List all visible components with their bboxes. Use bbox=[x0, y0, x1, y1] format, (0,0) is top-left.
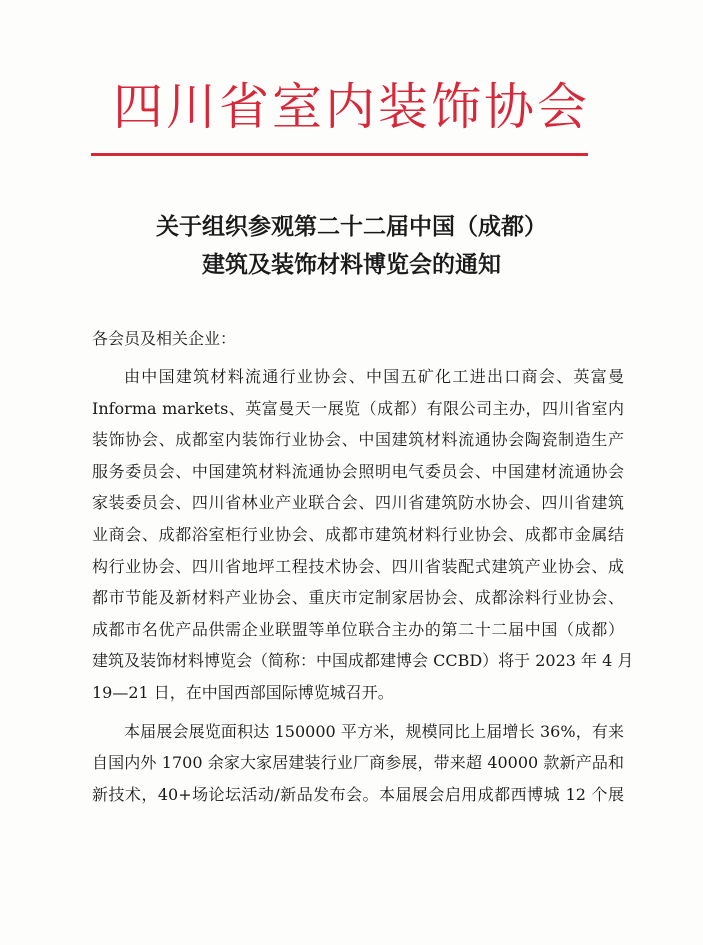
paragraph-1-line: 家装委员会、四川省林业产业联合会、四川省建筑防水协会、四川省建筑 bbox=[92, 493, 624, 513]
paragraph-1-line: 19—21 日，在中国西部国际博览城召开。 bbox=[92, 682, 394, 702]
letterhead-red-rule bbox=[91, 153, 588, 156]
document-title bbox=[0, 208, 703, 284]
paragraph-1-line: 服务委员会、中国建筑材料流通协会照明电气委员会、中国建材流通协会 bbox=[92, 461, 624, 481]
organization-letterhead: 四川省室内装饰协会 bbox=[113, 78, 590, 136]
paragraph-2-line: 新技术，40+场论坛活动/新品发布会。本届展会启用成都西博城 12 个展 bbox=[92, 784, 624, 804]
paragraph-2-line: 自国内外 1700 余家大家居建装行业厂商参展，带来超 40000 款新产品和 bbox=[92, 753, 624, 773]
paragraph-2-line: 本届展会展览面积达 150000 平方米，规模同比上届增长 36%，有来 bbox=[124, 721, 624, 741]
paragraph-1-line: 建筑及装饰材料博览会（简称：中国成都建博会 CCBD）将于 2023 年 4 月 bbox=[92, 651, 634, 671]
salutation: 各会员及相关企业： bbox=[92, 329, 237, 348]
paragraph-1-line: 业商会、成都浴室柜行业协会、成都市建筑材料行业协会、成都市金属结 bbox=[92, 524, 624, 544]
paragraph-1-line: Informa markets、英富曼天一展览（成都）有限公司主办，四川省室内 bbox=[92, 398, 624, 418]
paragraph-1-line: 由中国建筑材料流通行业协会、中国五矿化工进出口商会、英富曼 bbox=[124, 367, 624, 386]
paragraph-1-line: 构行业协会、四川省地坪工程技术协会、四川省装配式建筑产业协会、成 bbox=[92, 556, 624, 576]
paragraph-1-line: 装饰协会、成都室内装饰行业协会、中国建筑材料流通协会陶瓷制造生产 bbox=[92, 430, 624, 450]
title-line-2: 建筑及装饰材料博览会的通知 bbox=[202, 252, 501, 278]
title-line-1: 关于组织参观第二十二届中国（成都） bbox=[156, 214, 547, 240]
document-body bbox=[92, 361, 634, 810]
paragraph-1-line: 成都市名优产品供需企业联盟等单位联合主办的第二十二届中国（成都） bbox=[92, 619, 624, 639]
paragraph-1-line: 都市节能及新材料产业协会、重庆市定制家居协会、成都涂料行业协会、 bbox=[92, 588, 624, 608]
